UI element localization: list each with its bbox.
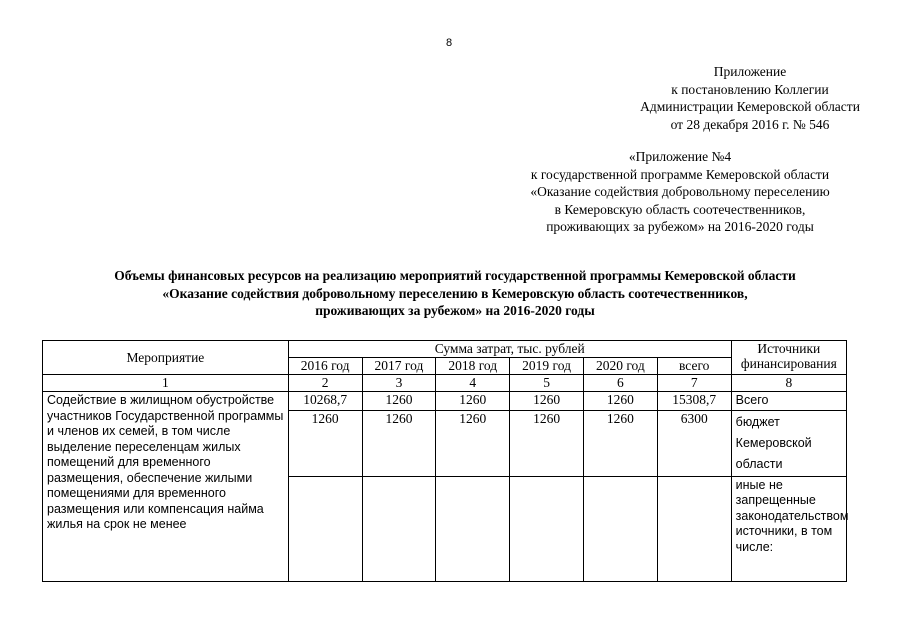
value-cell: 1260: [510, 392, 584, 411]
approval-line: от 28 декабря 2016 г. № 546: [670, 116, 830, 132]
value-cell: [583, 476, 657, 581]
approval-line: Администрации Кемеровской области: [640, 99, 860, 114]
value-cell: 1260: [362, 392, 436, 411]
value-cell: 1260: [362, 410, 436, 476]
value-cell: 1260: [436, 392, 510, 411]
annex-line: к государственной программе Кемеровской области: [530, 166, 830, 182]
value-cell: [510, 476, 584, 581]
annex-block: [490, 148, 870, 236]
value-cell: 6300: [657, 410, 731, 476]
activity-description: Содействие в жилищном обустройстве участников Государственной программы и членов их семей, в том числе выделение переселенцам жилых помещений для временного размещения, обеспечение жилыми помещениями для временного размещения или компенсация найма жилья на срок не менее: [43, 392, 289, 582]
value-cell: [362, 476, 436, 581]
header-year: 2016 год: [288, 358, 362, 375]
header-activity: Мероприятие: [43, 341, 289, 375]
document-title: [40, 267, 870, 320]
header-sources: Источники финансирования: [731, 341, 846, 375]
source-cell: иные не запрещенные законодательством источники, в том числе:: [731, 476, 846, 581]
value-cell: 1260: [288, 410, 362, 476]
value-cell: 1260: [510, 410, 584, 476]
annex-line: проживающих за рубежом» на 2016-2020 годы: [546, 219, 814, 234]
column-number: 7: [657, 375, 731, 392]
page-number: 8: [446, 37, 453, 49]
source-cell: Всего: [731, 392, 846, 411]
value-cell: 15308,7: [657, 392, 731, 411]
value-cell: [436, 476, 510, 581]
value-cell: 1260: [583, 392, 657, 411]
title-line: Объемы финансовых ресурсов на реализацию мероприятий государственной программы Кемеровской области: [114, 268, 796, 283]
column-number: 6: [583, 375, 657, 392]
value-cell: [288, 476, 362, 581]
annex-line: «Оказание содействия добровольному переселению: [530, 184, 830, 199]
column-number: 3: [362, 375, 436, 392]
header-year: 2019 год: [510, 358, 584, 375]
financing-table: [42, 340, 847, 582]
column-number: 4: [436, 375, 510, 392]
header-year: 2017 год: [362, 358, 436, 375]
source-cell: бюджет Кемеровской области: [731, 410, 846, 476]
header-total: всего: [657, 358, 731, 375]
value-cell: 10268,7: [288, 392, 362, 411]
title-line: проживающих за рубежом» на 2016-2020 годы: [315, 303, 595, 318]
value-cell: 1260: [583, 410, 657, 476]
annex-line: «Приложение №4: [628, 149, 732, 164]
approval-line: к постановлению Коллегии: [671, 81, 829, 97]
value-cell: 1260: [436, 410, 510, 476]
header-row: [43, 341, 847, 358]
column-number: 5: [510, 375, 584, 392]
header-year: 2020 год: [583, 358, 657, 375]
column-number: 1: [43, 375, 289, 392]
approval-line: Приложение: [713, 64, 787, 79]
column-number: 8: [731, 375, 846, 392]
table-row: [43, 392, 847, 411]
approval-block: [600, 63, 900, 133]
value-cell: [657, 476, 731, 581]
header-year: 2018 год: [436, 358, 510, 375]
header-cost-group: Сумма затрат, тыс. рублей: [288, 341, 731, 358]
title-line: «Оказание содействия добровольному переселению в Кемеровскую область соотечественников,: [162, 285, 748, 301]
column-numbers-row: [43, 375, 847, 392]
annex-line: в Кемеровскую область соотечественников,: [554, 201, 806, 217]
column-number: 2: [288, 375, 362, 392]
